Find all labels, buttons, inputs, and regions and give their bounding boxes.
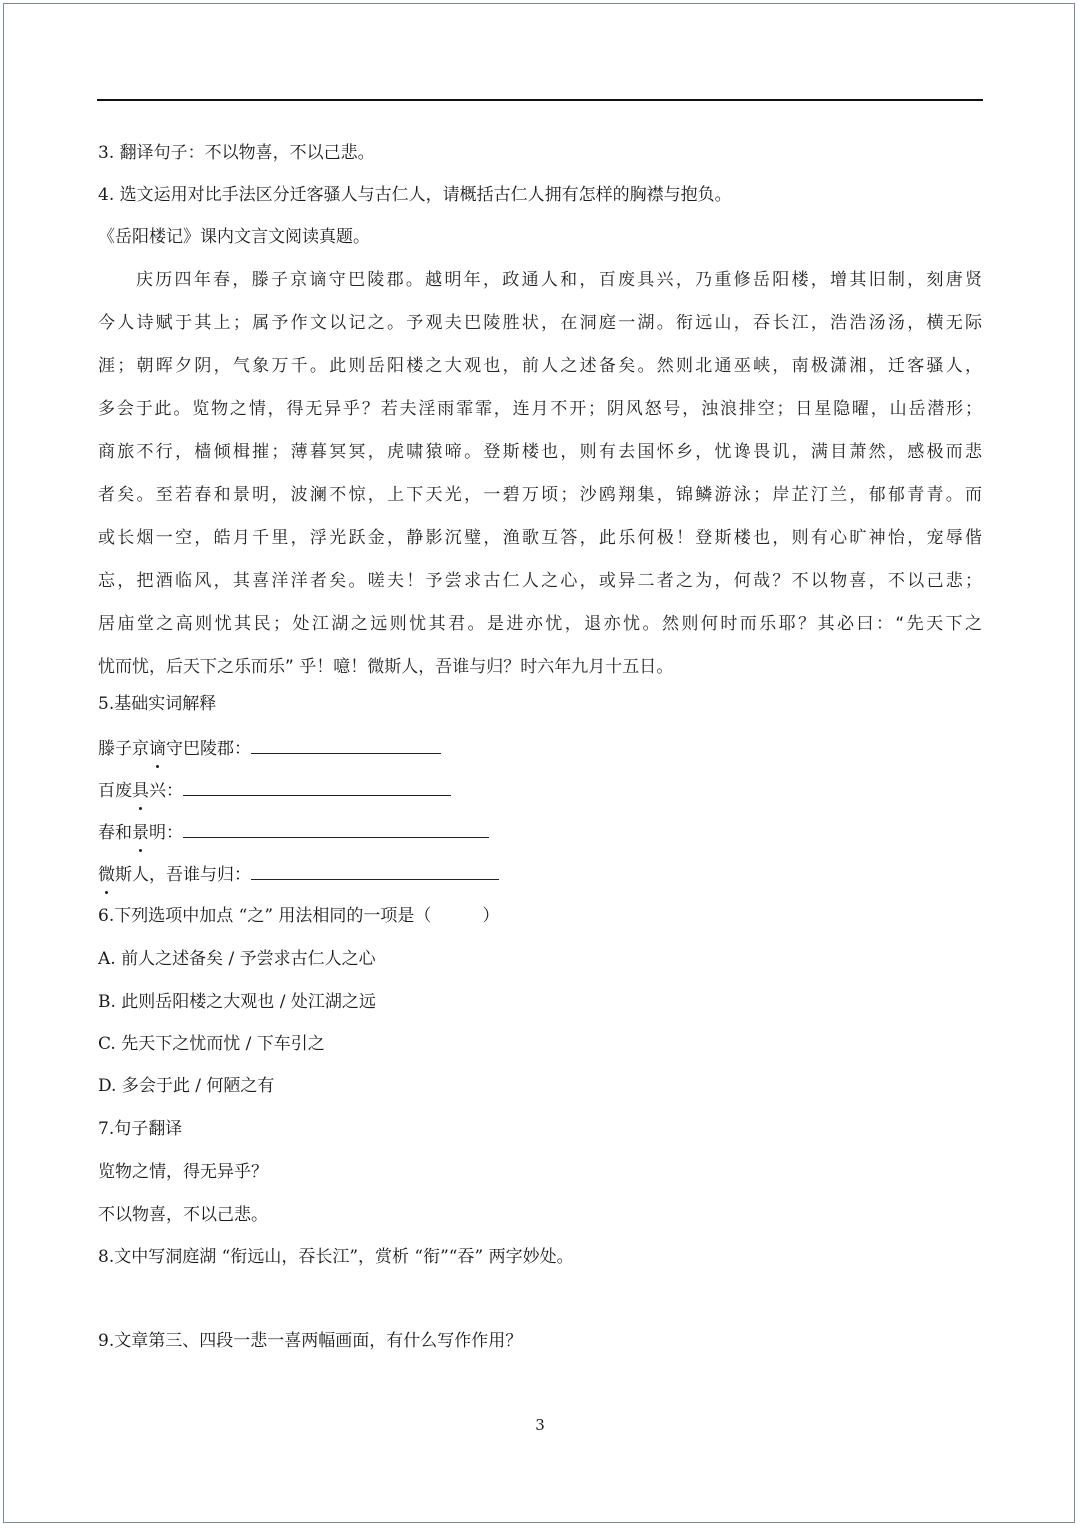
dotted-character: 具 (132, 781, 149, 801)
question-7-title: 7.句子翻译 (98, 1119, 183, 1139)
vocab-text: 春和 (98, 823, 132, 843)
classical-passage (98, 266, 982, 696)
vocab-item (98, 777, 451, 803)
passage-line: 或长烟一空，皓月千里，浮光跃金，静影沉璧，渔歌互答，此乐何极！登斯楼也，则有心旷神怡，宠辱偕 (98, 528, 982, 548)
vocab-text: 滕子京 (98, 739, 149, 759)
question-4: 4. 选文运用对比手法区分迁客骚人与古仁人，请概括古仁人拥有怎样的胸襟与抱负。 (98, 185, 732, 205)
answer-blank[interactable] (183, 819, 489, 838)
vocab-text: 百废 (98, 781, 132, 801)
answer-blank[interactable] (251, 735, 441, 754)
option-a: A. 前人之述备矣 / 予尝求古仁人之心 (98, 949, 376, 969)
question-3: 3. 翻译句子：不以物喜，不以己悲。 (98, 143, 375, 163)
answer-blank[interactable] (183, 777, 451, 796)
vocab-item (98, 735, 441, 761)
vocab-text: 兴： (149, 781, 183, 801)
page-number: 3 (535, 1416, 545, 1434)
header-rule (97, 99, 983, 101)
passage-line: 忧而忧，后天下之乐而乐” 乎！噫！微斯人，吾谁与归？时六年九月十五日。 (98, 657, 674, 677)
passage-line: 今人诗赋于其上；属予作文以记之。予观夫巴陵胜状，在洞庭一湖。衔远山，吞长江，浩浩汤汤，横无际 (98, 313, 982, 333)
passage-line: 多会于此。览物之情，得无异乎？若夫淫雨霏霏，连月不开；阴风怒号，浊浪排空；日星隐曜，山岳潜形； (98, 399, 982, 419)
vocab-text: 守巴陵郡： (166, 739, 251, 759)
reading-title: 《岳阳楼记》课内文言文阅读真题。 (98, 227, 370, 247)
passage-line: 涯；朝晖夕阴，气象万千。此则岳阳楼之大观也，前人之述备矣。然则北通巫峡，南极潇湘，迁客骚人， (98, 356, 982, 376)
option-d: D. 多会于此 / 何陋之有 (98, 1076, 275, 1096)
passage-line: 居庙堂之高则忧其民；处江湖之远则忧其君。是进亦忧，退亦忧。然则何时而乐耶？其必曰：“先天下之 (98, 614, 982, 634)
passage-line: 忘，把酒临风，其喜洋洋者矣。嗟夫！予尝求古仁人之心，或异二者之为，何哉？不以物喜，不以己悲； (98, 571, 982, 591)
translation-sentence: 不以物喜，不以己悲。 (98, 1205, 268, 1225)
option-b: B. 此则岳阳楼之大观也 / 处江湖之远 (98, 992, 376, 1012)
translation-sentence: 览物之情，得无异乎？ (98, 1162, 268, 1182)
dotted-character: 景 (132, 823, 149, 843)
passage-line: 庆历四年春，滕子京谪守巴陵郡。越明年，政通人和，百废具兴，乃重修岳阳楼，增其旧制，刻唐贤 (136, 270, 982, 290)
option-c: C. 先天下之忧而忧 / 下车引之 (98, 1034, 325, 1054)
passage-line: 商旅不行，樯倾楫摧；薄暮冥冥，虎啸猿啼。登斯楼也，则有去国怀乡，忧谗畏讥，满目萧然，感极而悲 (98, 442, 982, 462)
dotted-character: 微 (98, 865, 115, 885)
question-6-title: 6.下列选项中加点 “之” 用法相同的一项是（ ） (98, 906, 500, 926)
question-5-title: 5.基础实词解释 (98, 694, 217, 714)
question-9: 9.文章第三、四段一悲一喜两幅画面，有什么写作作用？ (98, 1331, 523, 1351)
answer-blank[interactable] (251, 861, 499, 880)
vocab-text: 明： (149, 823, 183, 843)
vocab-text: 斯人，吾谁与归： (115, 865, 251, 885)
vocab-item (98, 861, 499, 887)
vocab-item (98, 819, 489, 845)
passage-line: 者矣。至若春和景明，波澜不惊，上下天光，一碧万顷；沙鸥翔集，锦鳞游泳；岸芷汀兰，郁郁青青。而 (98, 485, 982, 505)
question-8: 8.文中写洞庭湖 “衔远山，吞长江”，赏析 “衔”“吞” 两字妙处。 (98, 1247, 574, 1267)
dotted-character: 谪 (149, 739, 166, 759)
